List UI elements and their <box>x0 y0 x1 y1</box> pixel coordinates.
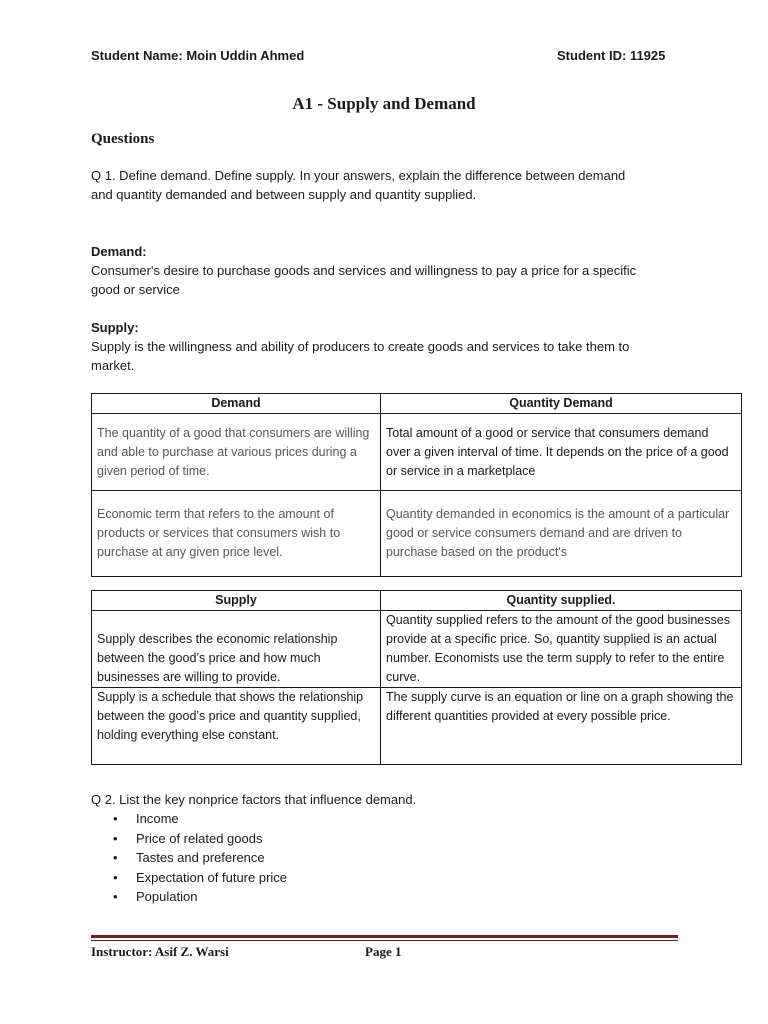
table-cell: Supply is a schedule that shows the relationship between the good’s price and quantity supplied, holding everything else constant. <box>92 688 381 765</box>
list-item: • Population <box>113 887 287 907</box>
table-row <box>92 611 742 688</box>
list-item: • Expectation of future price <box>113 868 287 888</box>
table-cell: The quantity of a good that consumers are willing and able to purchase at various prices during a given period of time. <box>92 414 381 491</box>
page-title: A1 - Supply and Demand <box>292 94 476 113</box>
table-cell: Supply describes the economic relationship between the good’s price and how much businesses are willing to provide. <box>92 611 381 688</box>
nonprice-factors-list <box>113 809 287 907</box>
table-row <box>92 414 742 491</box>
student-name: Student Name: Moin Uddin Ahmed <box>91 48 305 63</box>
list-item: • Tastes and preference <box>113 848 287 868</box>
demand-def-line-2: good or service <box>91 282 180 297</box>
table-header-row <box>92 394 742 414</box>
q2-text: Q 2. List the key nonprice factors that influence demand. <box>91 792 417 807</box>
table-row <box>92 688 742 765</box>
q1-line-1: Q 1. Define demand. Define supply. In your answers, explain the difference between demand <box>91 168 626 183</box>
footer-rule-thin <box>91 940 678 941</box>
table-cell: The supply curve is an equation or line on a graph showing the different quantities provided at every possible price. <box>381 688 742 765</box>
demand-def-line-1: Consumer's desire to purchase goods and services and willingness to pay a price for a specific <box>91 263 637 278</box>
col-header-quantity-supplied: Quantity supplied. <box>381 591 742 611</box>
col-header-quantity-demand: Quantity Demand <box>381 394 742 414</box>
list-item: • Price of related goods <box>113 829 287 849</box>
table-cell: Quantity supplied refers to the amount of the good businesses provide at a specific price. So, quantity supplied is an actual number. Economists use the term supply to refer to the entire curve. <box>381 611 742 688</box>
supply-heading: Supply: <box>91 320 139 335</box>
student-id: Student ID: 11925 <box>557 48 666 63</box>
footer-rule-thick <box>91 935 678 938</box>
list-item: • Income <box>113 809 287 829</box>
supply-table <box>91 590 742 765</box>
q1-line-2: and quantity demanded and between supply and quantity supplied. <box>91 187 477 202</box>
table-header-row <box>92 591 742 611</box>
demand-heading: Demand: <box>91 244 147 259</box>
footer-page-number: Page 1 <box>365 944 402 959</box>
table-cell: Economic term that refers to the amount of products or services that consumers wish to purchase at any given price level. <box>92 491 381 577</box>
table-cell: Quantity demanded in economics is the amount of a particular good or service consumers demand and are driven to purchase based on the product's <box>381 491 742 577</box>
table-cell: Total amount of a good or service that consumers demand over a given interval of time. It depends on the price of a good or service in a marketplace <box>381 414 742 491</box>
questions-heading: Questions <box>91 131 155 147</box>
table-row <box>92 491 742 577</box>
footer-instructor: Instructor: Asif Z. Warsi <box>91 944 229 959</box>
col-header-supply: Supply <box>92 591 381 611</box>
demand-table <box>91 393 742 577</box>
col-header-demand: Demand <box>92 394 381 414</box>
supply-def-line-2: market. <box>91 358 135 373</box>
supply-def-line-1: Supply is the willingness and ability of producers to create goods and services to take them to <box>91 339 630 354</box>
